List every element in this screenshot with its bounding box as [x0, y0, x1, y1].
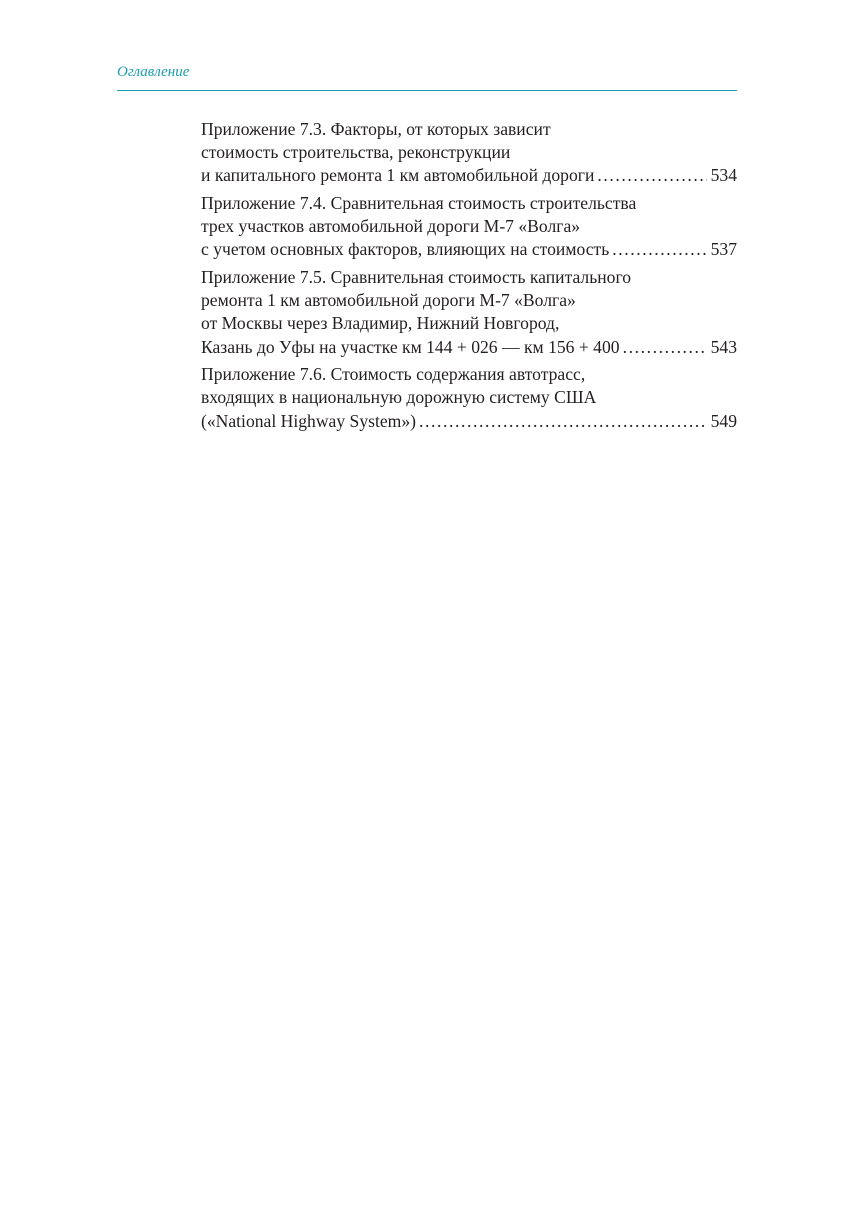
page-number: 543 — [710, 336, 737, 357]
toc-entry-text: стоимость строительства, реконструкции — [201, 142, 511, 163]
toc-entry-text: ремонта 1 км автомобильной дороги М-7 «Волга» — [201, 290, 576, 311]
toc-entry-text: трех участков автомобильной дороги М-7 «Волга» — [201, 216, 581, 237]
toc-entry-last-line — [201, 238, 737, 261]
toc-entry-text: Приложение 7.6. Стоимость содержания автотрасс, — [201, 364, 586, 385]
header-divider — [117, 90, 737, 91]
toc-entry-7-5[interactable] — [201, 266, 737, 359]
toc-entry-text: и капитального ремонта 1 км автомобильной дороги — [201, 165, 595, 186]
toc-entry-text: входящих в национальную дорожную систему США — [201, 387, 597, 408]
dot-leader — [612, 238, 706, 261]
page-title: Оглавление — [117, 64, 190, 80]
toc-entry-text: («National Highway System») — [201, 410, 416, 431]
page-number: 549 — [710, 410, 737, 431]
toc-entry-last-line — [201, 164, 737, 187]
toc-entry-text: Казань до Уфы на участке км 144 + 026 — км 156 + 400 — [201, 336, 620, 357]
toc-entry-text: Приложение 7.4. Сравнительная стоимость строительства — [201, 193, 637, 213]
table-of-contents — [201, 118, 737, 437]
toc-entry-7-3[interactable] — [201, 118, 737, 188]
toc-entry-text: Приложение 7.5. Сравнительная стоимость капитального — [201, 267, 632, 287]
toc-entry-7-4[interactable] — [201, 192, 737, 262]
dot-leader — [419, 410, 707, 433]
toc-entry-text: с учетом основных факторов, влияющих на стоимость — [201, 239, 610, 260]
toc-entry-last-line — [201, 410, 737, 433]
running-header — [117, 62, 737, 91]
dot-leader — [623, 336, 707, 359]
toc-entry-text: Приложение 7.3. Факторы, от которых зависит — [201, 119, 551, 139]
toc-entry-7-6[interactable] — [201, 363, 737, 433]
toc-entry-last-line — [201, 336, 737, 359]
toc-entry-text: от Москвы через Владимир, Нижний Новгород, — [201, 313, 560, 334]
dot-leader — [597, 164, 706, 187]
page-number: 537 — [710, 239, 737, 260]
page-number: 534 — [710, 165, 737, 186]
